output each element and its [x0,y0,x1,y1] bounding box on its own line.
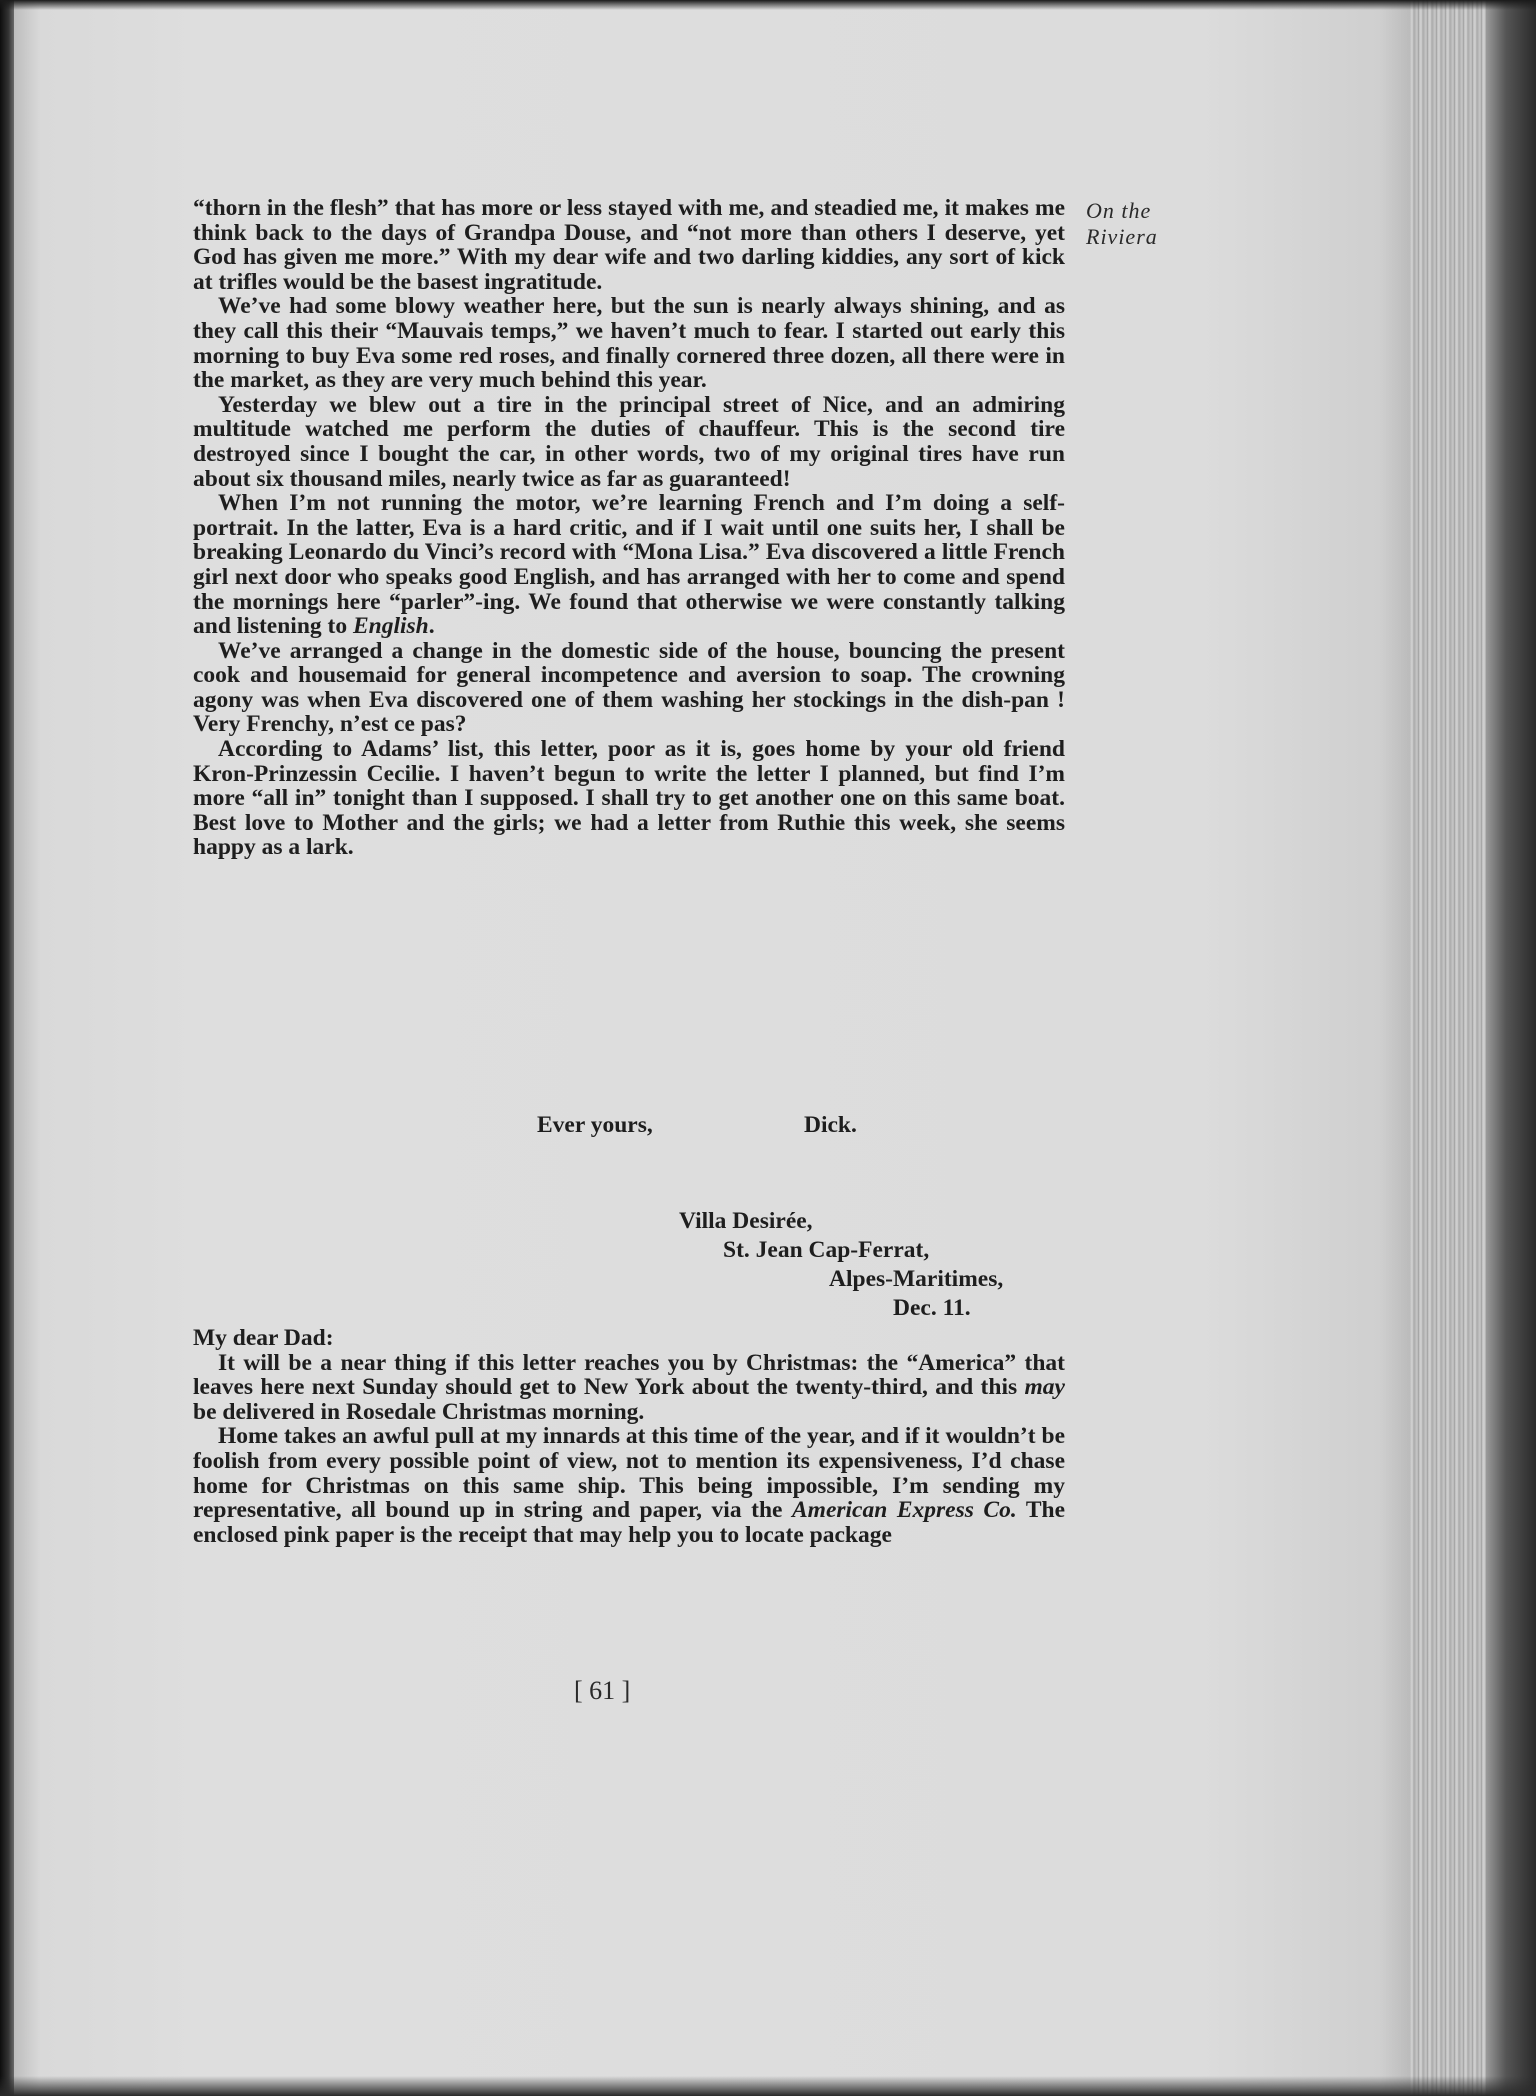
paragraph-1: “thorn in the flesh” that has more or less stayed with me, and steadied me, it makes me think back to the days of Grandpa Douse, and “not more than others I deserve, yet God has given me more.” With my dear wife and two darling kiddies, any sort of kick at trifles would be the basest ingratitude. [193,195,1065,295]
top-shadow [0,0,1536,10]
second-letter-paragraph-2-emphasis: American Express Co. [791,1497,1017,1524]
address-date: Dec. 11. [893,1295,971,1321]
paragraph-4-end: . [428,613,435,640]
salutation: My dear Dad: [193,1325,334,1351]
paragraph-3: Yesterday we blew out a tire in the principal street of Nice, and an admiring multitude watched me perform the duties of chauffeur. This is the second tire destroyed since I bought the car, in other words, two of my original tires have run about six thousand miles, nearly twice as far as guaranteed! [193,391,1065,492]
signature: Dick. [804,1112,857,1138]
page-number: [ 61 ] [574,1676,631,1705]
address-line-1: Villa Desirée, [679,1208,813,1234]
letter-body [193,196,1065,860]
bottom-shadow [0,2076,1536,2096]
book-cover-edge [1486,0,1536,2096]
paragraph-4-text: When I’m not running the motor, we’re learning French and I’m doing a self-portrait. In the latter, Eva is a hard critic, and if I wait until one suits her, I shall be breaking Leonardo du Vinci’s record with “Mona Lisa.” Eva discovered a little French girl next door who speaks good English, and has arranged with her to come and spend the mornings here “parler”-ing. We found that otherwise we were constantly talking and listening to [193,490,1065,640]
paragraph-4 [193,491,1065,639]
second-letter-body [193,1326,1065,1547]
margin-note [1086,198,1158,250]
paragraph-5: We’ve arranged a change in the domestic side of the house, bouncing the present cook and housemaid for general incompetence and aversion to soap. The crowning agony was when Eva discovered one of them washing her stockings in the dish-pan ! Very Frenchy, n’est ce pas? [193,637,1065,738]
margin-note-line-1: On the [1086,198,1152,223]
address-line-2: St. Jean Cap-Ferrat, [723,1237,930,1263]
margin-note-line-2: Riviera [1086,224,1158,249]
left-binding-edge [0,0,14,2096]
second-letter-paragraph-1 [193,1351,1065,1425]
paragraph-2: We’ve had some blowy weather here, but the sun is nearly always shining, and as they call this their “Mauvais temps,” we haven’t much to fear. I started out early this morning to buy Eva some red roses, and finally cornered three dozen, all there were in the market, as they are very much behind this year. [193,293,1065,394]
valediction: Ever yours, [537,1112,653,1138]
second-letter-paragraph-2-text: Home takes an awful pull at my innards at this time of the year, and if it wouldn’t be foolish from every possible point of view, not to mention its expensiveness, I’d chase home for Christmas on this same ship. This being impossible, I’m sending my representative, all bound up in string and paper, via the [193,1423,1065,1524]
second-letter-paragraph-1-emphasis: may [1024,1374,1065,1401]
second-letter-paragraph-1-text: It will be a near thing if this letter reaches you by Christmas: the “America” that leaves here next Sunday should get to New York about the twenty-third, and this [193,1349,1065,1401]
paragraph-4-emphasis: English [352,613,429,640]
second-letter-paragraph-2-end: The enclosed pink paper is the receipt that may help you to locate package [193,1497,1066,1548]
second-letter-paragraph-2 [193,1424,1065,1547]
second-letter-paragraph-1-end: be delivered in Rosedale Christmas morning. [193,1398,645,1425]
address-line-3: Alpes-Maritimes, [829,1266,1004,1292]
paragraph-6: According to Adams’ list, this letter, poor as it is, goes home by your old friend Kron-Prinzessin Cecilie. I haven’t begun to write the letter I planned, but find I’m more “all in” tonight than I supposed. I shall try to get another one on this same boat. Best love to Mother and the girls; we had a letter from Ruthie this week, she seems happy as a lark. [193,736,1065,861]
